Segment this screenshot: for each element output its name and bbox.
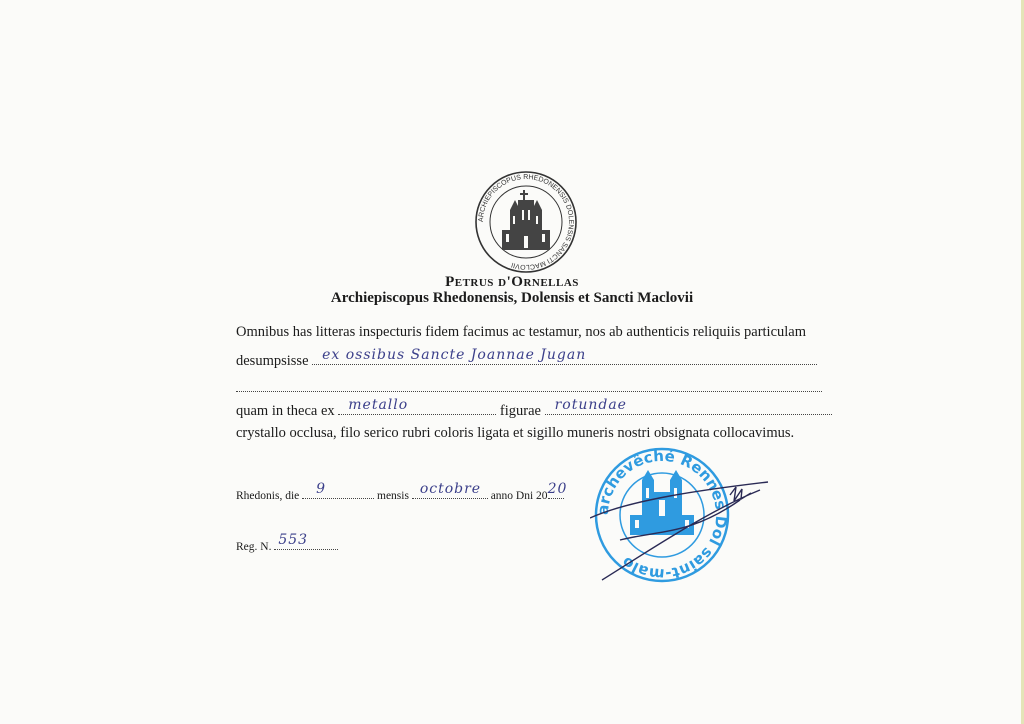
day-handwritten: 9 <box>316 481 327 497</box>
desumpsisse-row <box>236 347 817 370</box>
archbishop-name: Petrus d'Ornellas <box>445 274 579 290</box>
registry-row <box>236 532 338 553</box>
desumpsisse-field <box>312 347 817 365</box>
blank-dotted-row <box>236 378 822 397</box>
certificate-line-5: crystallo occlusa, filo serico rubri coloris ligata et sigillo muneris nostri obsignata collocavimus. <box>236 425 795 441</box>
blank-field <box>236 378 822 392</box>
theca-field <box>338 397 496 415</box>
svg-text:ARCHIEPISCOPUS RHEDONENSIS DOL: ARCHIEPISCOPUS RHEDONENSIS DOLENSIS SANCTI MACLOVII <box>477 173 575 271</box>
month-field <box>412 481 488 499</box>
shape-handwritten: rotundae <box>554 397 627 413</box>
figurae-field <box>545 397 832 415</box>
desumpsisse-label: desumpsisse <box>236 353 309 369</box>
certificate-line-1: Omnibus has litteras inspecturis fidem facimus ac testamur, nos ab authenticis reliquiis particulam <box>236 324 807 340</box>
month-handwritten: octobre <box>419 481 482 497</box>
year-handwritten: 20 <box>547 481 568 497</box>
cathedral-stamp-icon <box>590 440 770 590</box>
registry-number-handwritten: 553 <box>278 532 309 548</box>
registry-field <box>274 532 338 550</box>
date-row <box>236 481 568 502</box>
theca-row <box>236 397 832 420</box>
place-label: Rhedonis, die <box>236 490 300 502</box>
registry-label: Reg. N. <box>236 541 272 553</box>
figurae-label: figurae <box>499 403 541 419</box>
relic-handwritten: ex ossibus Sancte Joannae Jugan <box>322 347 587 363</box>
year-field <box>547 481 568 499</box>
svg-text:archevêché Rennes Dol saint-ma: archevêché Rennes Dol saint-malo <box>593 446 731 584</box>
theca-label: quam in theca ex <box>236 403 335 419</box>
material-handwritten: metallo <box>348 397 409 413</box>
archbishop-title: Archiepiscopus Rhedonensis, Dolensis et Sancti Maclovii <box>330 290 694 306</box>
cathedral-seal-icon <box>474 170 578 274</box>
day-field <box>302 481 374 499</box>
anno-label: anno Dni 20 <box>490 490 548 502</box>
mensis-label: mensis <box>377 490 409 502</box>
